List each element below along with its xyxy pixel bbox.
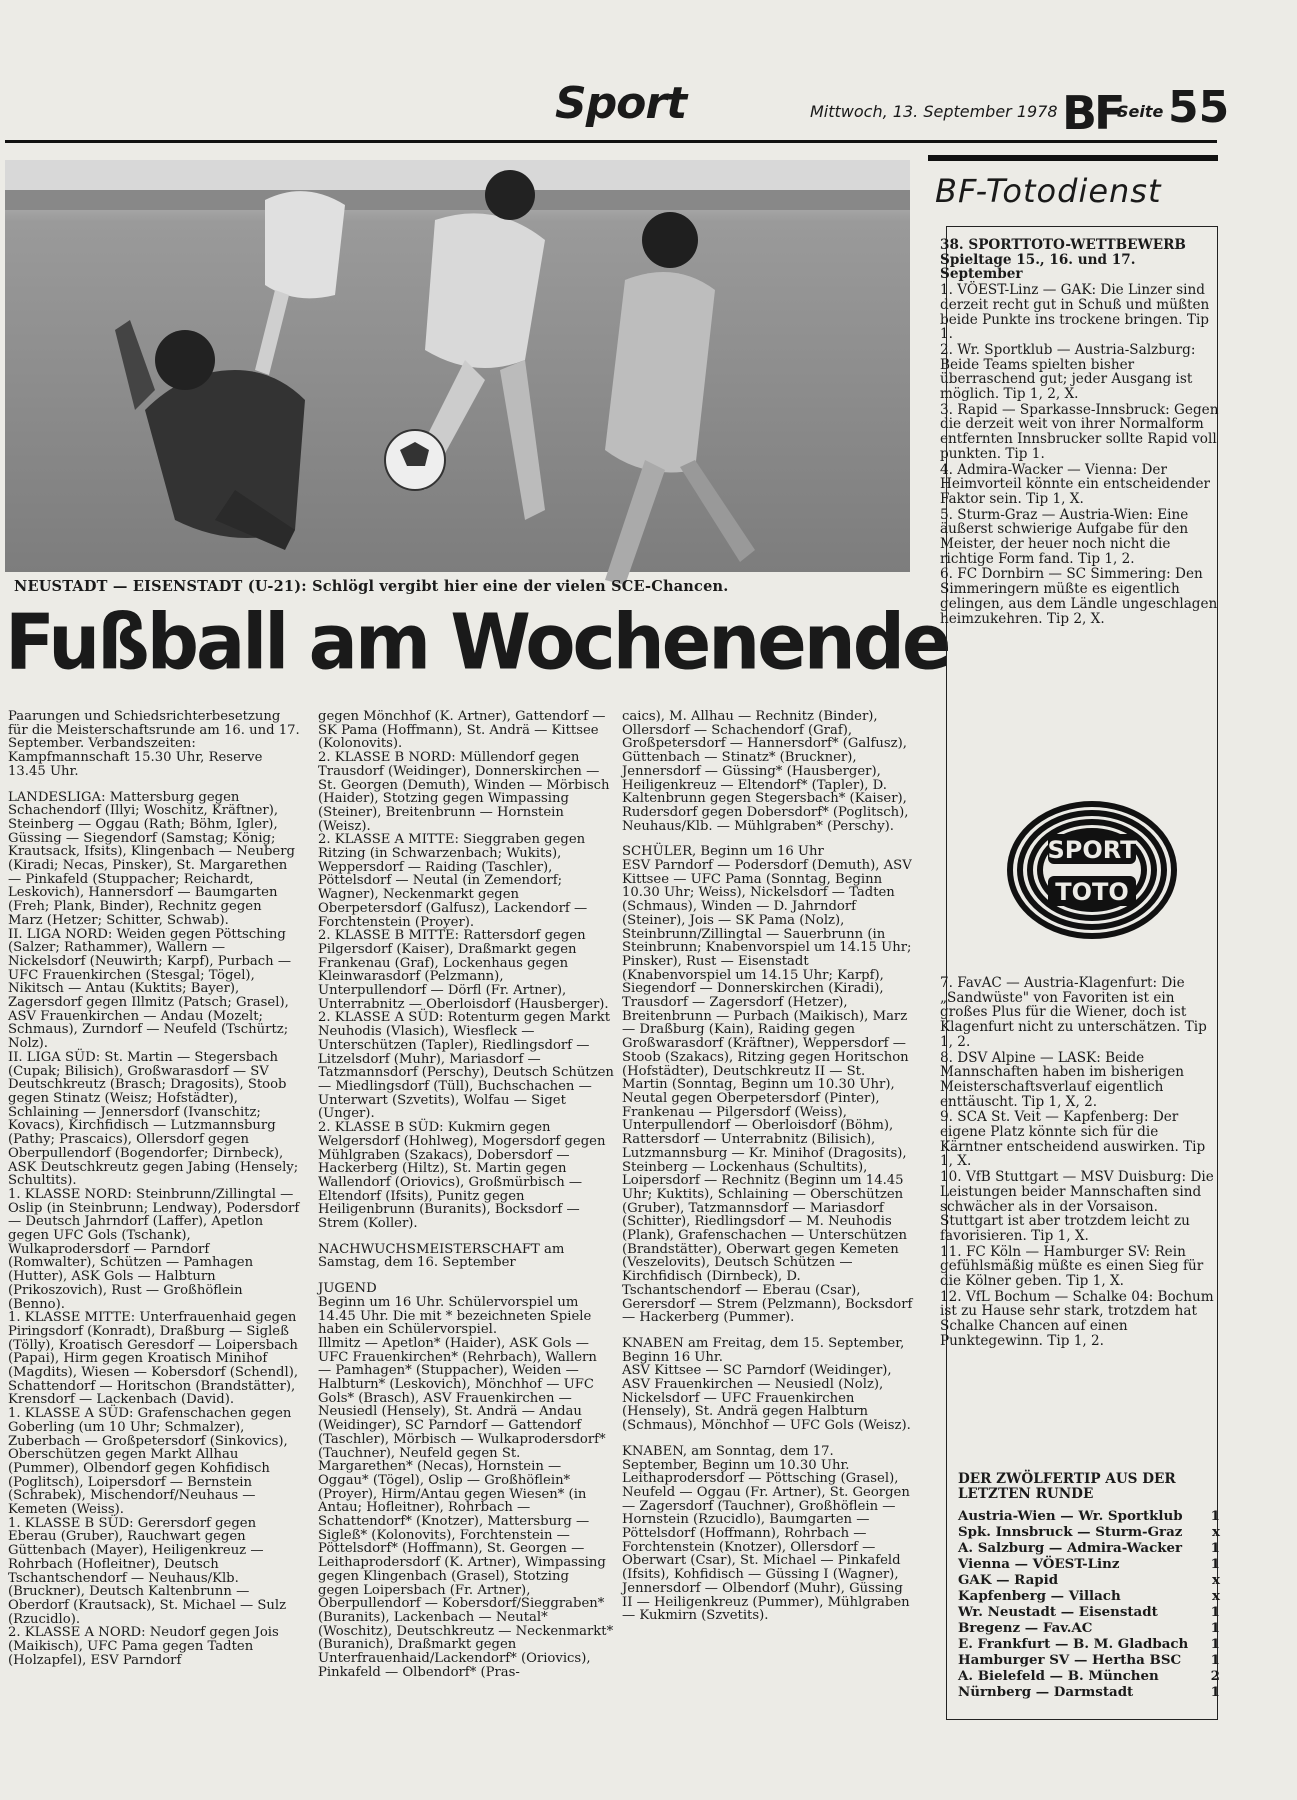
result-match: E. Frankfurt — B. M. Gladbach [958, 1636, 1189, 1652]
result-row [958, 1588, 1220, 1604]
paragraph: 1. KLASSE A SÜD: Grafenschachen gegen Goberling (um 10 Uhr; Schmalzer), Zuberbach — Großpetersdorf (Sinkovics), Oberschützen gegen Markt Allhau (Pummer), Olbendorf gegen Kohfidisch (Poglitsch), Loipersdorf — Bernstein (Schrabek), Mischendorf/Neuhaus — Kemeten (Weiss). [8, 1406, 296, 1518]
result-tip: 1 [1210, 1556, 1220, 1572]
result-row [958, 1636, 1220, 1652]
section-heading: KNABEN, am Sonntag, dem 17. September, Beginn um 10.30 Uhr. [622, 1443, 850, 1473]
result-tip: 1 [1210, 1604, 1220, 1620]
paragraph: 2. KLASSE B MITTE: Rattersdorf gegen Pilgersdorf (Kaiser), Draßmarkt gegen Frankenau (Graf), Lockenhaus gegen Kleinwarasdorf (Pelzmann), Unterpullendorf — Dörfl (Fr. Artner), Unterrabnitz — Oberloisdorf (Hausberger). [318, 928, 609, 1012]
result-row [958, 1684, 1220, 1700]
paragraph: 2. KLASSE B NORD: Müllendorf gegen Trausdorf (Weidinger), Donnerskirchen — St. Georgen (Demuth), Winden — Mörbisch (Haider), Stotzing gegen Wimpassing (Steiner), Breitenbrunn — Hornstein (Weisz). [318, 750, 614, 834]
toto-tip: 8. DSV Alpine — LASK: Beide Mannschaften haben im bisherigen Meisterschaftsverlauf eigentlich enttäuscht. Tip 1, X, 2. [940, 1049, 1189, 1110]
result-row [958, 1540, 1220, 1556]
result-match: Spk. Innsbruck — Sturm-Graz [958, 1524, 1183, 1540]
paragraph: 2. KLASSE A SÜD: Rotenturm gegen Markt Neuhodis (Vlasich), Wiesfleck — Unterschützen (Tapler), Riedlingsdorf — Litzelsdorf (Muhr), Mariasdorf — Tatzmannsdorf (Perschy), Deutsch Schützen — Miedlingsdorf (Tüll), Buchschachen — Unterwart (Szvetits), Wolfau — Siget (Unger). [318, 1010, 619, 1122]
result-tip: x [1212, 1524, 1220, 1540]
article-column-2 [318, 709, 619, 1790]
toto-tip: 2. Wr. Sportklub — Austria-Salzburg: Beide Teams spielten bisher überraschend gut; jeder Ausgang ist möglich. Tip 1, 2, X. [940, 341, 1200, 403]
section-heading: JUGEND [318, 1281, 377, 1297]
sport-toto-logo [1008, 800, 1176, 940]
result-row [958, 1572, 1220, 1588]
result-match: A. Bielefeld — B. München [958, 1668, 1159, 1684]
result-tip: 2 [1210, 1668, 1220, 1684]
result-match: A. Salzburg — Admira-Wacker [958, 1540, 1183, 1556]
paragraph: ESV Parndorf — Podersdorf (Demuth), ASV Kittsee — UFC Pama (Sonntag, Beginn 10.30 Uhr; Weiss), Nickelsdorf — Tadten (Schmaus), Winden — D. Jahrndorf (Steiner), Jois — SK Pama (Nolz), Steinbrunn/Zillingtal — Sauerbrunn (in Steinbrunn; Knabenvorspiel um 14.15 Uhr; Pinsker), Rust — Eisenstadt (Knabenvorspiel um 14.15 Uhr; Karpf), Siegendorf — Donnerskirchen (Kiradi), Trausdorf — Zagersdorf (Hetzer), Breitenbrunn — Purbach (Maikisch), Marz — Draßburg (Kain), Raiding gegen Großwarasdorf (Kräftner), Weppersdorf — Stoob (Szakacs), Ritzing gegen Horitschon (Hofstädter), Deutschkreutz II — St. Martin (Sonntag, Beginn um 10.30 Uhr), Neutal gegen Oberpetersdorf (Pinter), Frankenau — Pilgersdorf (Weiss), Unterpullendorf — Oberloisdorf (Böhm), Rattersdorf — Unterrabnitz (Bilisich), Lutzmannsburg — Kr. Minihof (Dragosits), Steinberg — Lockenhaus (Schultits), Loipersdorf — Rechnitz (Beginn um 14.45 Uhr; Kuktits), Schlaining — Oberschützen (Gruber), Tatzmannsdorf — Mariasdorf (Schitter), Riedlingsdorf — M. Neuhodis (Plank), Grafenschachen — Unterschützen (Brandstätter), Oberwart gegen Kemeten (Veszelovits), Deutsch Schützen — Kirchfidisch (Dirnbeck), D. Tschantschendorf — Eberau (Csar), Gerersdorf — Strem (Pelzmann), Bocksdorf — Hackerberg (Pummer). [622, 858, 917, 1326]
result-tip: 1 [1210, 1508, 1220, 1524]
paragraph: II. LIGA SÜD: St. Martin — Stegersbach (Cupak; Bilisich), Großwarasdorf — SV Deutschkreutz (Brasch; Dragosits), Stoob gegen Stinatz (Weisz; Hofstädter), Schlaining — Jennersdorf (Ivanschitz; Kovacs), Kirchfidisch — Lutzmannsburg (Pathy; Prascaics), Ollersdorf gegen Oberpullendorf (Bogendorfer; Dirnbeck), ASK Deutschkreutz gegen Jabing (Hensely; Schultits). [8, 1049, 303, 1189]
toto-tip: 1. VÖEST-Linz — GAK: Die Linzer sind derzeit recht gut in Schuß und müßten beide Punkte ins trockene bringen. Tip 1. [940, 282, 1214, 343]
headline: Fußball am Wochenende [5, 598, 949, 688]
article-column-3 [622, 709, 917, 1790]
toto-tips-second [940, 976, 1222, 1350]
paragraph: gegen Mönchhof (K. Artner), Gattendorf — SK Pama (Hoffmann), St. Andrä — Kittsee (Kolonovits). [318, 709, 610, 752]
section-heading: KNABEN am Freitag, dem 15. September, Beginn 16 Uhr. [622, 1335, 909, 1365]
toto-tip: 12. VfL Bochum — Schalke 04: Bochum ist zu Hause sehr stark, trotzdem hat Schalke Chancen auf einen Punktegewinn. Tip 1, 2. [940, 1288, 1219, 1349]
result-match: Wr. Neustadt — Eisenstadt [958, 1604, 1158, 1620]
section-heading: NACHWUCHSMEISTERSCHAFT am Samstag, dem 16. September [318, 1241, 569, 1271]
result-row [958, 1508, 1220, 1524]
result-match: Nürnberg — Darmstadt [958, 1684, 1134, 1700]
paragraph: caics), M. Allhau — Rechnitz (Binder), Ollersdorf — Schachendorf (Graf), Großpetersdorf — Hannersdorf* (Galfusz), Güttenbach — Stinatz* (Bruckner), Jennersdorf — Güssing* (Hausberger), Heiligenkreuz — Eltendorf* (Tapler), D. Kaltenbrunn gegen Stegersbach* (Kaiser), Rudersdorf gegen Dobersdorf* (Poglitsch), Neuhaus/Klb. — Mühlgraben* (Perschy). [622, 709, 913, 834]
result-row [958, 1620, 1220, 1636]
paragraph: Leithaprodersdorf — Pöttsching (Grasel), Neufeld — Oggau (Fr. Artner), St. Georgen — Zagersdorf (Tauchner), Großhöflein — Hornstein (Rzucidlo), Baumgarten — Pöttelsdorf (Hoffmann), Rohrbach — Forchtenstein (Knotzer), Ollersdorf — Oberwart (Csar), St. Michael — Pinkafeld (Ifsits), Kohfidisch — Güssing I (Wagner), Jennersdorf — Olbendorf (Muhr), Güssing II — Heiligenkreuz (Pummer), Mühlgraben — Kukmirn (Szvetits). [622, 1471, 915, 1624]
result-match: GAK — Rapid [958, 1572, 1059, 1588]
article-column-1 [8, 709, 304, 1790]
result-tip: x [1212, 1588, 1220, 1604]
toto-tip: 10. VfB Stuttgart — MSV Duisburg: Die Leistungen beider Mannschaften sind schwächer als in der Vorsaison. Stuttgart ist aber trotzdem leicht zu favorisieren. Tip 1, X. [940, 1169, 1219, 1244]
result-tip: 1 [1210, 1636, 1220, 1652]
logo-text-top: SPORT [1047, 836, 1137, 864]
page-number: 55 [1168, 82, 1230, 133]
paragraph: LANDESLIGA: Mattersburg gegen Schachendorf (Illyi; Woschitz, Kräftner), Steinberg — Oggau (Rath; Böhm, Igler), Güssing — Siegendorf (Samstag; König; Krautsack, Ifsits), Klingenbach — Neuberg (Kiradi; Necas, Pinsker), St. Margarethen — Pinkafeld (Stuppacher; Reichardt, Leskovich), Hannersdorf — Baumgarten (Freh; Plank, Binder), Rechnitz gegen Marz (Hetzer; Schitter, Schwab). [8, 789, 300, 928]
toto-tip: 11. FC Köln — Hamburger SV: Rein gefühlsmäßig müßte es einen Sieg für die Kölner geben. Tip 1, X. [940, 1243, 1208, 1290]
paragraph: Paarungen und Schiedsrichterbesetzung für die Meisterschaftsrunde am 16. und 17. September. Verbandszeiten: Kampfmannschaft 15.30 Uhr, Reserve 13.45 Uhr. [8, 709, 304, 779]
page-label: Seite [1117, 102, 1164, 121]
toto-tip: 6. FC Dornbirn — SC Simmering: Den Simmeringern müßte es eigentlich gelingen, aus dem Ländle ungeschlagen heimzukehren. Tip 2, X. [940, 566, 1222, 627]
newspaper-logo: BF [1062, 86, 1123, 140]
header-rule [5, 140, 1217, 143]
paragraph: II. LIGA NORD: Weiden gegen Pöttsching (Salzer; Rathammer), Wallern — Nickelsdorf (Neuwirth; Karpf), Purbach — UFC Frauenkirchen (Stesgal; Tögel), Nikitsch — Antau (Kuktits; Bayer), Zagersdorf gegen Illmitz (Patsch; Grasel), ASV Frauenkirchen — Andau (Mozelt; Schmaus), Zurndorf — Neufeld (Tschürtz; Nolz). [8, 926, 296, 1052]
result-tip: 1 [1210, 1652, 1220, 1668]
result-row [958, 1668, 1220, 1684]
paragraph: Beginn um 16 Uhr. Schülervorspiel um 14.45 Uhr. Die mit * bezeichneten Spiele haben ein Schülervorspiel. [318, 1294, 596, 1338]
result-tip: 1 [1210, 1540, 1220, 1556]
paragraph: 2. KLASSE A MITTE: Sieggraben gegen Ritzing (in Schwarzenbach; Wukits), Weppersdorf — Raiding (Taschler), Pöttelsdorf — Neutal (in Zemendorf; Wagner), Neckenmarkt gegen Oberpetersdorf (Galfusz), Lackendorf — Forchtenstein (Proyer). [318, 832, 592, 930]
match-photo [5, 160, 910, 572]
section-heading: SCHÜLER, Beginn um 16 Uhr [622, 844, 824, 860]
toto-tip: 9. SCA St. Veit — Kapfenberg: Der eigene Platz könnte sich für die Kärntner entscheidend auswirken. Tip 1, X. [940, 1109, 1210, 1170]
photo-illustration [5, 160, 910, 572]
paragraph: 1. KLASSE NORD: Steinbrunn/Zillingtal — Oslip (in Steinbrunn; Lendway), Podersdorf — Deutsch Jahrndorf (Laffer), Apetlon gegen UFC Gols (Tschank), Wulkaprodersdorf — Parndorf (Romwalter), Schützen — Pamhagen (Hutter), ASK Gols — Halbturn (Prikoszovich), Rust — Großhöflein (Benno). [8, 1186, 304, 1312]
result-row [958, 1524, 1220, 1540]
results-list [958, 1508, 1220, 1700]
result-match: Kapfenberg — Villach [958, 1588, 1121, 1604]
result-row [958, 1652, 1220, 1668]
paragraph: Illmitz — Apetlon* (Haider), ASK Gols — UFC Frauenkirchen* (Rehrbach), Wallern — Pamhagen* (Stuppacher), Weiden — Halbturn* (Leskovich), Mönchhof — UFC Gols* (Brasch), ASV Frauenkirchen — Neusiedl (Hensely), St. Andrä — Andau (Weidinger), SC Parndorf — Gattendorf (Taschler), Mörbisch — Wulkaprodersdorf* (Tauchner), Neufeld gegen St. Margarethen* (Necas), Hornstein — Oggau* (Tögel), Oslip — Großhöflein* (Proyer), Hirm/Antau gegen Wiesen* (in Antau; Hofleitner), Rohrbach — Schattendorf* (Knotzer), Mattersburg — Sigleß* (Kolonovits), Forchtenstein — Pöttelsdorf* (Hoffmann), St. Georgen — Leithaprodersdorf (K. Artner), Wimpassing gegen Klingenbach (Grasel), Stotzing gegen Loipersbach (Fr. Artner), Oberpullendorf — Kobersdorf/Sieggraben* (Buranits), Lackenbach — Neutal* (Woschitz), Deutschkreutz — Neckenmarkt* (Buranich), Draßmarkt gegen Unterfrauenhaid/Lackendorf* (Oriovics), Pinkafeld — Olbendorf* (Pras- [318, 1335, 618, 1680]
toto-tip: 3. Rapid — Sparkasse-Innsbruck: Gegen die derzeit weit von ihrer Normalform entfernten Innsbrucker sollte Rapid voll punkten. Tip 1. [940, 401, 1223, 462]
paragraph: 1. KLASSE MITTE: Unterfrauenhaid gegen Piringsdorf (Konradt), Draßburg — Sigleß (Tölly), Kroatisch Geresdorf — Loipersbach (Papai), Hirm gegen Kroatisch Minihof (Magdits), Wiesen — Kobersdorf (Schendl), Schattendorf — Horitschon (Brandstätter), Krensdorf — Lackenbach (David). [8, 1310, 303, 1408]
result-tip: x [1212, 1572, 1220, 1588]
paragraph: 2. KLASSE B SÜD: Kukmirn gegen Welgersdorf (Hohlweg), Mogersdorf gegen Mühlgraben (Szakacs), Dobersdorf — Hackerberg (Hiltz), St. Martin gegen Wallendorf (Oriovics), Großmürbisch — Eltendorf (Ifsits), Punitz gegen Heiligenbrunn (Buranits), Bocksdorf — Strem (Koller). [318, 1120, 610, 1232]
toto-tip: 5. Sturm-Graz — Austria-Wien: Eine äußerst schwierige Aufgabe für den Meister, der heuer noch nicht die richtige Form fand. Tip 1, 2. [940, 506, 1193, 567]
section-title: Sport [555, 78, 687, 129]
results-title: DER ZWÖLFERTIP AUS DER LETZTEN RUNDE [958, 1471, 1176, 1502]
paragraph: ASV Kittsee — SC Parndorf (Weidinger), ASV Frauenkirchen — Neusiedl (Nolz), Nickelsdorf — UFC Frauenkirchen (Hensely), St. Andrä gegen Halbturn (Schmaus), Mönchhof — UFC Gols (Weisz). [622, 1363, 911, 1434]
result-row [958, 1604, 1220, 1620]
toto-tip: 7. FavAC — Austria-Klagenfurt: Die „Sandwüste" von Favoriten ist ein großes Plus für die Wiener, doch ist Klagenfurt nicht zu unterschätzen. Tip 1, 2. [940, 975, 1212, 1050]
result-match: Austria-Wien — Wr. Sportklub [958, 1508, 1183, 1524]
paragraph: 2. KLASSE A NORD: Neudorf gegen Jois (Maikisch), UFC Pama gegen Tadten (Holzapfel), ESV Parndorf [8, 1625, 283, 1668]
paragraph: 1. KLASSE B SÜD: Gerersdorf gegen Eberau (Gruber), Rauchwart gegen Güttenbach (Mayer), Heiligenkreuz — Rohrbach (Hofleitner), Deutsch Tschantschendorf — Neuhaus/Klb. (Bruckner), Deutsch Kaltenbrunn — Oberdorf (Krautsack), St. Michael — Sulz (Rzucidlo). [8, 1515, 291, 1627]
logo-text-bottom: TOTO [1055, 878, 1129, 906]
result-tip: 1 [1210, 1684, 1220, 1700]
result-row [958, 1556, 1220, 1572]
toto-intro: 38. SPORTTOTO-WETTBEWERB Spieltage 15., 16. und 17. September [940, 237, 1191, 283]
result-match: Hamburger SV — Hertha BSC [958, 1652, 1182, 1668]
photo-caption: NEUSTADT — EISENSTADT (U-21): Schlögl vergibt hier eine der vielen SCE-Chancen. [14, 578, 729, 595]
sidebar-rule [928, 155, 1218, 161]
result-tip: 1 [1210, 1620, 1220, 1636]
issue-date: Mittwoch, 13. September 1978 [810, 102, 1058, 121]
toto-tips-first [940, 238, 1222, 627]
result-match: Bregenz — Fav.AC [958, 1620, 1093, 1636]
result-match: Vienna — VÖEST-Linz [958, 1556, 1120, 1572]
sidebar-title: BF-Totodienst [935, 172, 1162, 210]
toto-tip: 4. Admira-Wacker — Vienna: Der Heimvorteil könnte ein entscheidender Faktor sein. Tip 1, X. [940, 461, 1215, 507]
